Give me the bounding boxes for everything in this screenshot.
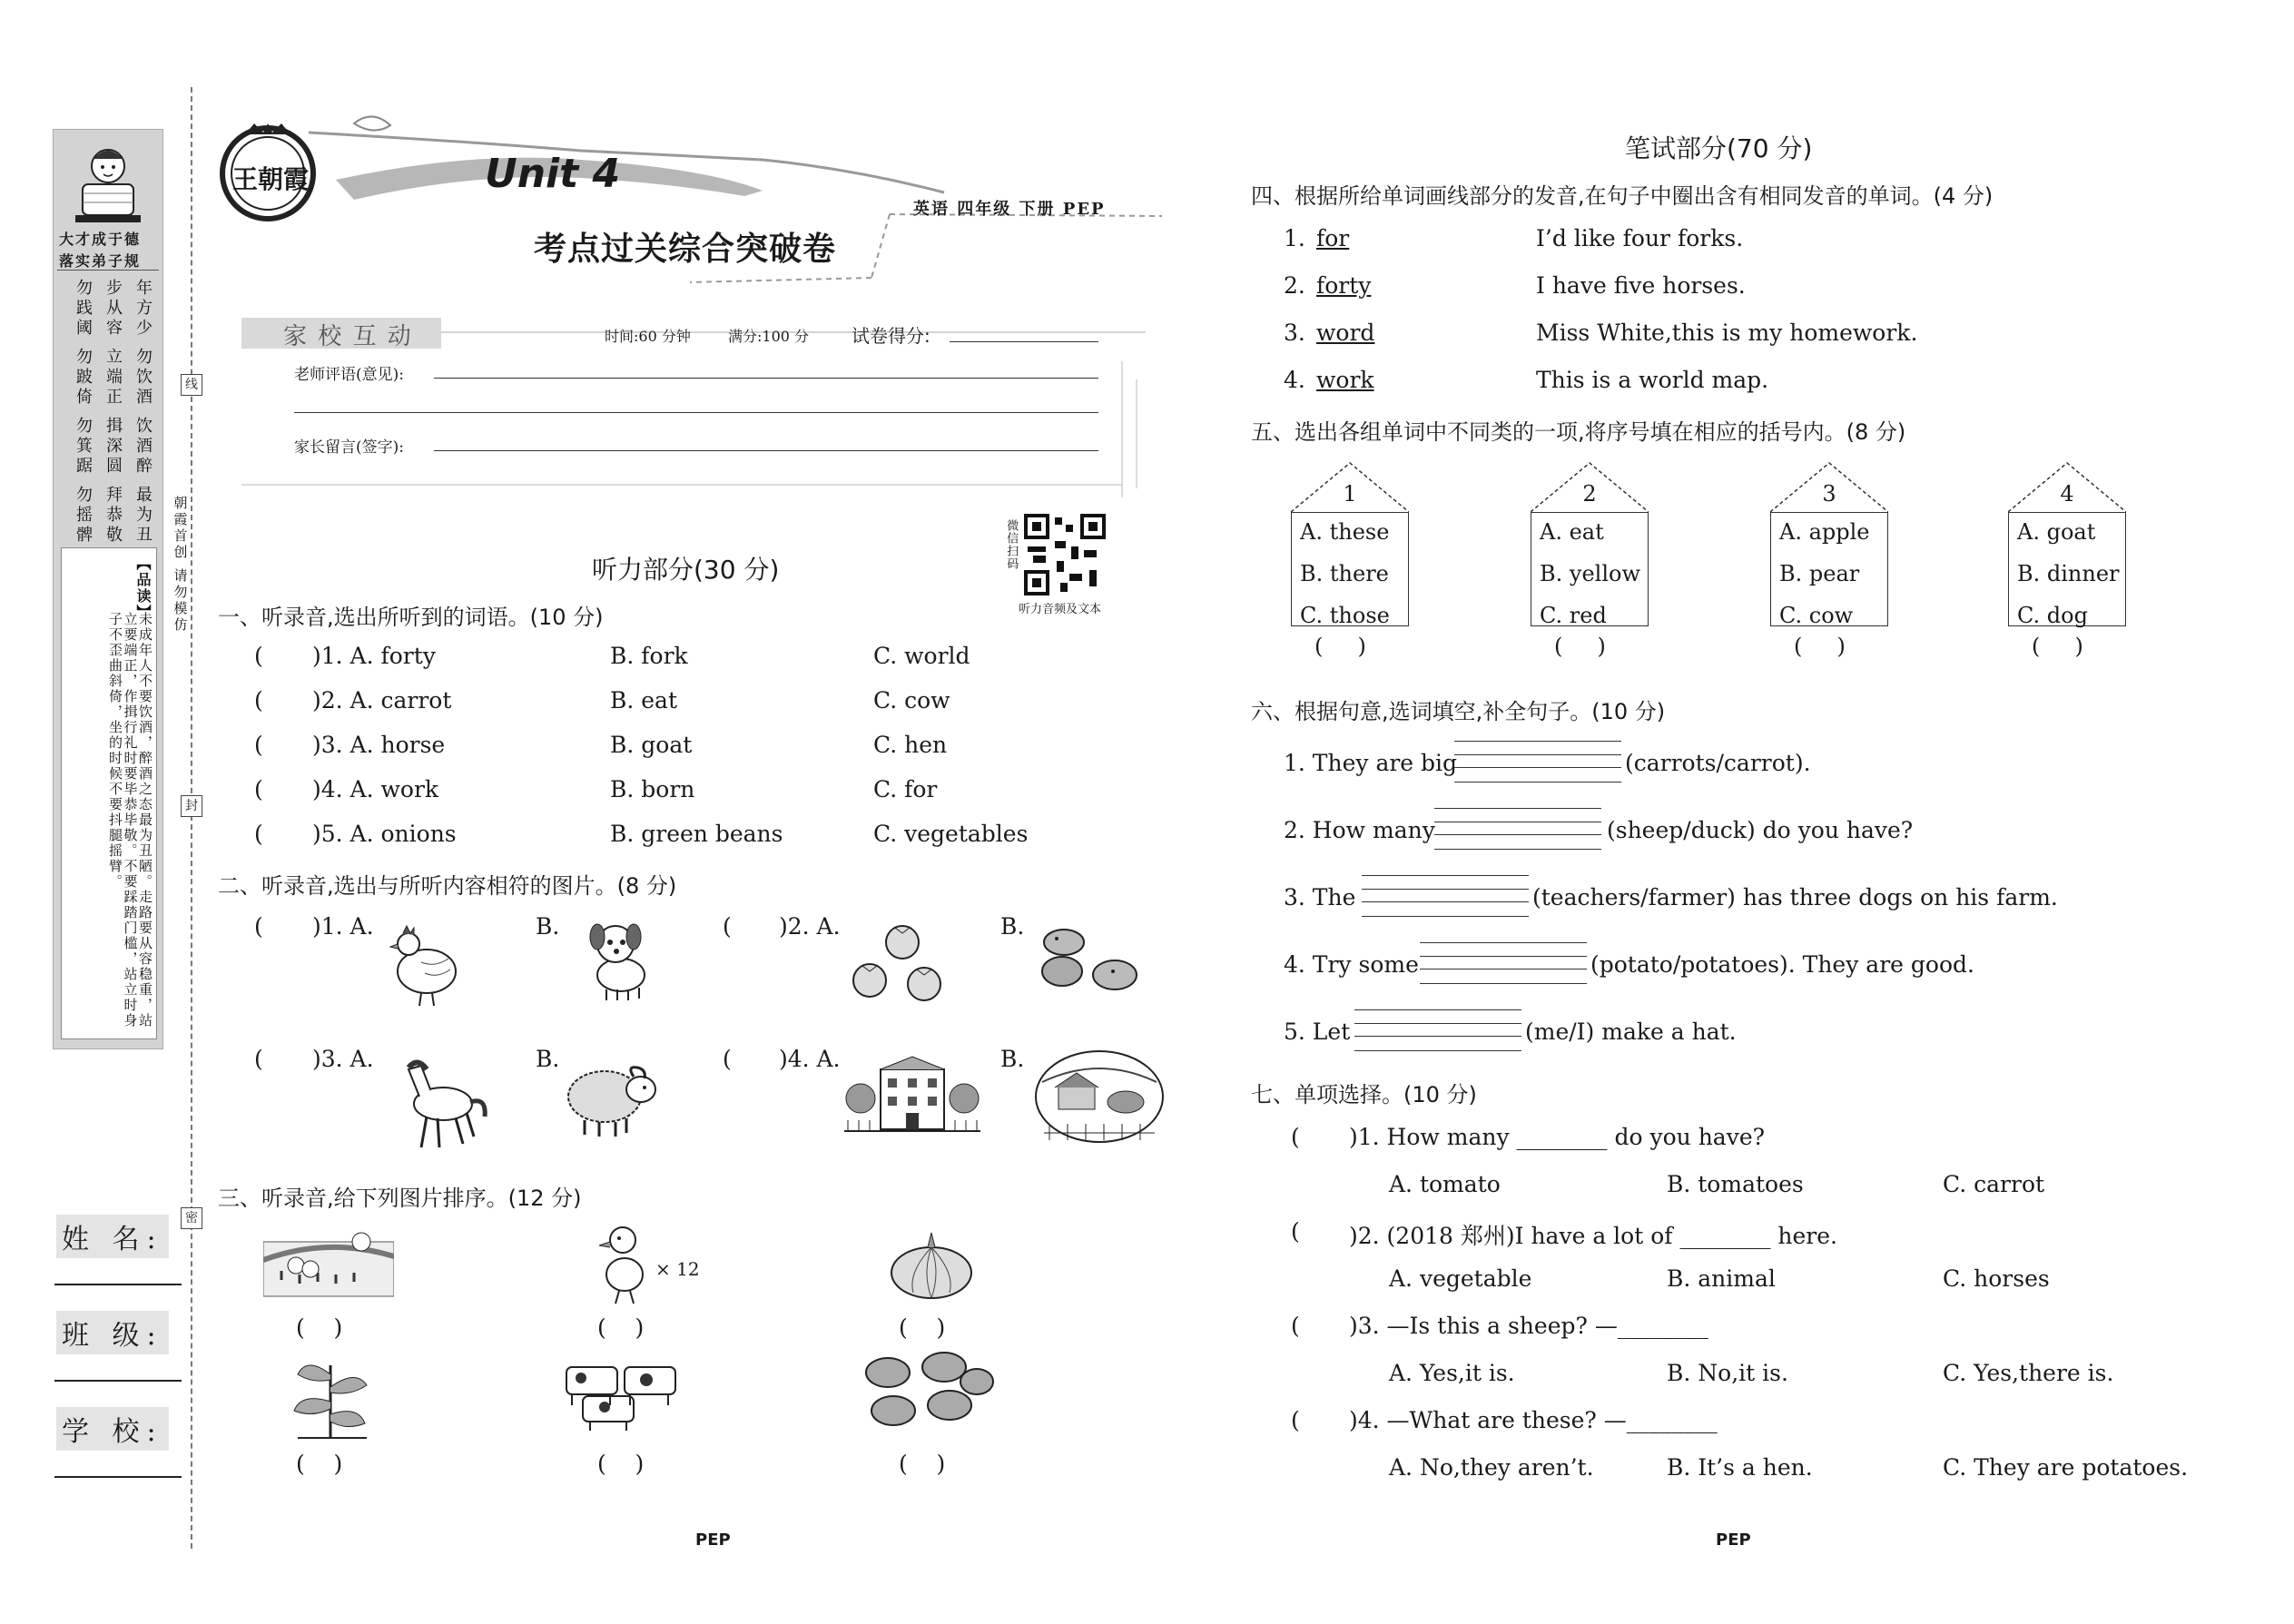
- order-paren[interactable]: ( ): [296, 1314, 343, 1341]
- fill-sentence-end: (potato/potatoes). They are good.: [1590, 951, 1974, 978]
- group-option: A. eat: [1540, 519, 1604, 545]
- item-number: 1.: [1284, 225, 1305, 251]
- fill-sentence-start: 5. Let: [1284, 1019, 1351, 1045]
- fill-blank[interactable]: [1354, 1009, 1521, 1051]
- choice-option-c[interactable]: C. horses: [1943, 1265, 2050, 1292]
- section-1-title: 一、听录音,选出所听到的词语。(10 分): [218, 605, 604, 630]
- group-number: 4: [2060, 481, 2074, 507]
- logo-text: 王朝霞: [232, 164, 310, 194]
- section-6-title: 六、根据句意,选词填空,补全句子。(10 分): [1251, 699, 1666, 724]
- motto-column: 勿饮酒: [133, 348, 153, 408]
- section-2-title: 二、听录音,选出与所听内容相符的图片。(8 分): [218, 873, 677, 899]
- answer-paren[interactable]: (: [723, 1046, 732, 1072]
- item-number: 3.: [1284, 320, 1305, 346]
- reading-box: [61, 547, 157, 1039]
- quantity-label: × 12: [655, 1258, 700, 1280]
- choice-option-b[interactable]: B. It’s a hen.: [1667, 1454, 1813, 1481]
- choice-option-b[interactable]: B. animal: [1667, 1265, 1776, 1292]
- sheep-picture: [563, 1049, 663, 1140]
- motto-line-2: 落实弟子规: [59, 252, 142, 270]
- full-score-label: 满分:100 分: [728, 328, 810, 345]
- group-option: A. goat: [2017, 519, 2096, 545]
- choice-option-c[interactable]: C. carrot: [1943, 1171, 2045, 1197]
- answer-paren[interactable]: (: [254, 913, 263, 940]
- answer-paren[interactable]: (: [1291, 1313, 1300, 1339]
- order-paren[interactable]: ( ): [597, 1451, 645, 1477]
- fill-sentence-start: 2. How many: [1284, 817, 1435, 843]
- paper-score-label: 试卷得分:: [852, 325, 930, 347]
- question-option-c: C. for: [873, 776, 938, 802]
- name-field[interactable]: [54, 1284, 182, 1285]
- dog-picture: [576, 913, 659, 1004]
- question-label: )1. A.: [312, 913, 374, 940]
- paper-score-field[interactable]: [950, 341, 1098, 342]
- answer-paren[interactable]: (: [254, 1046, 263, 1072]
- question-label: )3. A.: [312, 1046, 374, 1072]
- cut-mark: 线: [181, 374, 202, 396]
- unit-title: Unit 4: [485, 151, 621, 197]
- duck-picture: [596, 1222, 650, 1307]
- reading-text: 未成年人不要饮酒，醉酒之态最为丑陋。走路要从容稳重，站立要端正，作揖行礼时要毕恭毕敬。不要踩踏门槛，站立时身子不歪曲斜倚，坐的时候不要抖腿摇臂。: [107, 612, 153, 1029]
- footer-right: PEP: [1716, 1530, 1751, 1550]
- parent-message-field[interactable]: [434, 450, 1098, 451]
- question-option-b: B. born: [610, 776, 695, 802]
- item-number: 4.: [1284, 367, 1305, 393]
- qr-caption: 听力音频及文本: [1019, 603, 1102, 616]
- question-option-a: )2. A. carrot: [312, 687, 452, 714]
- parent-message-label: 家长留言(签字):: [294, 438, 404, 457]
- section-7-title: 七、单项选择。(10 分): [1251, 1082, 1477, 1107]
- choice-option-b[interactable]: B. tomatoes: [1667, 1171, 1804, 1197]
- fill-sentence-start: 4. Try some: [1284, 951, 1419, 978]
- answer-paren[interactable]: (: [1291, 1407, 1300, 1433]
- option-b-label: B.: [1000, 1046, 1025, 1072]
- teacher-comment-field[interactable]: [434, 378, 1098, 379]
- motto-column: 立端正: [103, 348, 123, 408]
- tomatoes-picture: [850, 922, 950, 1009]
- question-option-c: C. world: [873, 643, 970, 669]
- choice-option-c[interactable]: C. Yes,there is.: [1943, 1360, 2114, 1386]
- answer-paren[interactable]: (: [254, 687, 263, 714]
- given-word: forty: [1316, 272, 1372, 299]
- question-option-c: C. cow: [873, 687, 950, 714]
- sentence[interactable]: I’d like four forks.: [1536, 225, 1744, 251]
- group-option: B. dinner: [2017, 561, 2120, 586]
- question-option-c: C. hen: [873, 732, 948, 758]
- class-field[interactable]: [54, 1380, 182, 1382]
- choice-option-c[interactable]: C. They are potatoes.: [1943, 1454, 2189, 1481]
- question-option-a: )1. A. forty: [312, 643, 436, 669]
- group-option: C. dog: [2017, 603, 2088, 628]
- home-school-label: 家 校 互 动: [283, 323, 413, 350]
- word-group-house: [2008, 461, 2126, 659]
- word-group-house: [1770, 461, 1888, 659]
- question-option-a: )5. A. onions: [312, 821, 457, 847]
- answer-paren[interactable]: ( ): [1314, 634, 1366, 659]
- motto-column: 勿箕踞: [74, 417, 93, 477]
- section-3-title: 三、听录音,给下列图片排序。(12 分): [218, 1186, 582, 1211]
- motto-column: 勿摇髀: [74, 486, 93, 546]
- copyright-note: 朝霞首创 请勿模仿: [172, 496, 189, 634]
- question-option-b: B. green beans: [610, 821, 783, 847]
- item-number: 2.: [1284, 272, 1305, 299]
- name-label: 姓 名:: [56, 1215, 169, 1258]
- teacher-comment-label: 老师评语(意见):: [294, 366, 404, 384]
- group-option: A. apple: [1779, 519, 1870, 545]
- question-option-a: )3. A. horse: [312, 732, 446, 758]
- question-option-b: B. eat: [610, 687, 678, 714]
- answer-paren[interactable]: (: [254, 776, 263, 802]
- fill-sentence-end: (teachers/farmer) has three dogs on his farm.: [1532, 884, 2058, 910]
- order-paren[interactable]: ( ): [899, 1451, 946, 1477]
- group-option: C. those: [1300, 603, 1390, 628]
- answer-paren[interactable]: ( ): [1554, 634, 1606, 659]
- choice-option-a[interactable]: A. No,they aren’t.: [1389, 1454, 1594, 1481]
- answer-paren[interactable]: (: [1291, 1124, 1300, 1150]
- choice-question: )3. —Is this a sheep? —________: [1349, 1313, 1708, 1339]
- choice-option-b[interactable]: B. No,it is.: [1667, 1360, 1788, 1386]
- given-word: word: [1316, 320, 1375, 346]
- cut-mark: 密: [181, 1207, 202, 1229]
- answer-paren[interactable]: (: [254, 643, 263, 669]
- paper-title: 考点过关综合突破卷: [534, 230, 837, 268]
- answer-paren[interactable]: ( ): [1794, 634, 1846, 659]
- choice-option-a[interactable]: A. tomato: [1389, 1171, 1501, 1197]
- word-group-house: [1531, 461, 1649, 659]
- option-b-label: B.: [1000, 913, 1025, 940]
- choice-question: )2. (2018 郑州)I have a lot of ________ here.: [1349, 1223, 1838, 1249]
- paper-meta: 英语 四年级 下册 PEP: [913, 200, 1106, 219]
- answer-paren[interactable]: ( ): [2032, 634, 2083, 659]
- potatoes-picture: [1031, 926, 1144, 999]
- motto-column: 拜恭敬: [103, 486, 123, 546]
- motto-column: 勿践阈: [74, 279, 93, 339]
- section-4-title: 四、根据所给单词画线部分的发音,在句子中圈出含有相同发音的单词。(4 分): [1251, 183, 1994, 209]
- fill-sentence-start: 1. They are big: [1284, 750, 1458, 776]
- word-group-house: [1291, 461, 1409, 659]
- cows-picture: [565, 1360, 681, 1432]
- given-word: for: [1316, 225, 1350, 251]
- group-number: 1: [1343, 481, 1357, 507]
- sentence[interactable]: This is a world map.: [1536, 367, 1769, 393]
- fill-blank[interactable]: [1434, 808, 1601, 850]
- order-paren[interactable]: ( ): [597, 1314, 645, 1341]
- sentence[interactable]: Miss White,this is my homework.: [1536, 320, 1918, 346]
- plant-picture: [280, 1347, 379, 1442]
- school-label: 学 校:: [56, 1407, 169, 1451]
- fill-sentence-start: 3. The: [1284, 884, 1356, 910]
- fill-sentence-end: (sheep/duck) do you have?: [1607, 817, 1914, 843]
- option-b-label: B.: [536, 913, 560, 940]
- answer-paren[interactable]: (: [1291, 1218, 1300, 1245]
- sentence[interactable]: I have five horses.: [1536, 272, 1746, 299]
- school-field[interactable]: [54, 1476, 182, 1478]
- boy-illustration: [70, 137, 146, 228]
- motto-column: 年方少: [133, 279, 153, 339]
- question-option-a: )4. A. work: [312, 776, 439, 802]
- choice-option-a[interactable]: A. vegetable: [1389, 1265, 1532, 1292]
- written-title: 笔试部分(70 分): [1625, 133, 1813, 163]
- question-option-b: B. fork: [610, 643, 688, 669]
- motto-column: 步从容: [103, 279, 123, 339]
- sidebar-strip: [53, 129, 163, 1049]
- group-option: C. cow: [1779, 603, 1854, 628]
- question-label: )2. A.: [779, 913, 841, 940]
- order-paren[interactable]: ( ): [296, 1451, 343, 1477]
- fill-blank[interactable]: [1362, 875, 1529, 917]
- reading-label: 【品读】: [134, 556, 152, 621]
- motto-column: 揖深圆: [103, 417, 123, 477]
- horse-picture: [385, 1053, 494, 1153]
- choice-question: )4. —What are these? —________: [1349, 1407, 1718, 1433]
- farm-field-picture: [263, 1224, 394, 1300]
- section-5-title: 五、选出各组单词中不同类的一项,将序号填在相应的括号内。(8 分): [1251, 419, 1906, 445]
- motto-line-1: 大才成于德: [59, 231, 142, 248]
- answer-paren[interactable]: (: [254, 821, 263, 847]
- question-label: )4. A.: [779, 1046, 841, 1072]
- group-number: 3: [1822, 481, 1836, 507]
- fill-blank[interactable]: [1420, 942, 1587, 984]
- motto-column: 饮酒醉: [133, 417, 153, 477]
- teacher-comment-field-2[interactable]: [294, 412, 1098, 413]
- choice-option-a[interactable]: A. Yes,it is.: [1389, 1360, 1515, 1386]
- motto-column: 勿跛倚: [74, 348, 93, 408]
- cut-line: [191, 87, 192, 1549]
- group-option: B. pear: [1779, 561, 1860, 586]
- given-word: work: [1316, 367, 1374, 393]
- fill-sentence-end: (carrots/carrot).: [1625, 750, 1811, 776]
- fill-sentence-end: (me/I) make a hat.: [1525, 1019, 1737, 1045]
- group-option: C. red: [1540, 603, 1607, 628]
- class-label: 班 级:: [56, 1311, 169, 1354]
- qr-code-icon[interactable]: [1024, 514, 1106, 595]
- cut-mark: 封: [181, 795, 202, 817]
- group-number: 2: [1582, 481, 1597, 507]
- answer-paren[interactable]: (: [254, 732, 263, 758]
- answer-paren[interactable]: (: [723, 913, 732, 940]
- question-option-c: C. vegetables: [873, 821, 1029, 847]
- farm-picture: [1031, 1046, 1167, 1147]
- hen-picture: [385, 917, 467, 1008]
- footer-left: PEP: [695, 1530, 731, 1550]
- school-building-picture: [844, 1053, 980, 1140]
- fill-blank[interactable]: [1454, 741, 1621, 782]
- group-option: B. there: [1300, 561, 1389, 586]
- question-option-b: B. goat: [610, 732, 693, 758]
- group-option: A. these: [1300, 519, 1390, 545]
- listening-title: 听力部分(30 分): [592, 555, 780, 585]
- motto-column: 最为丑: [133, 486, 153, 546]
- choice-question: )1. How many ________ do you have?: [1349, 1124, 1766, 1150]
- qr-label: 微信扫码: [1004, 519, 1019, 570]
- onion-picture: [886, 1229, 977, 1302]
- time-label: 时间:60 分钟: [605, 328, 691, 345]
- potatoes-group-picture: [862, 1351, 999, 1438]
- order-paren[interactable]: ( ): [899, 1314, 946, 1341]
- option-b-label: B.: [536, 1046, 560, 1072]
- group-option: B. yellow: [1540, 561, 1640, 586]
